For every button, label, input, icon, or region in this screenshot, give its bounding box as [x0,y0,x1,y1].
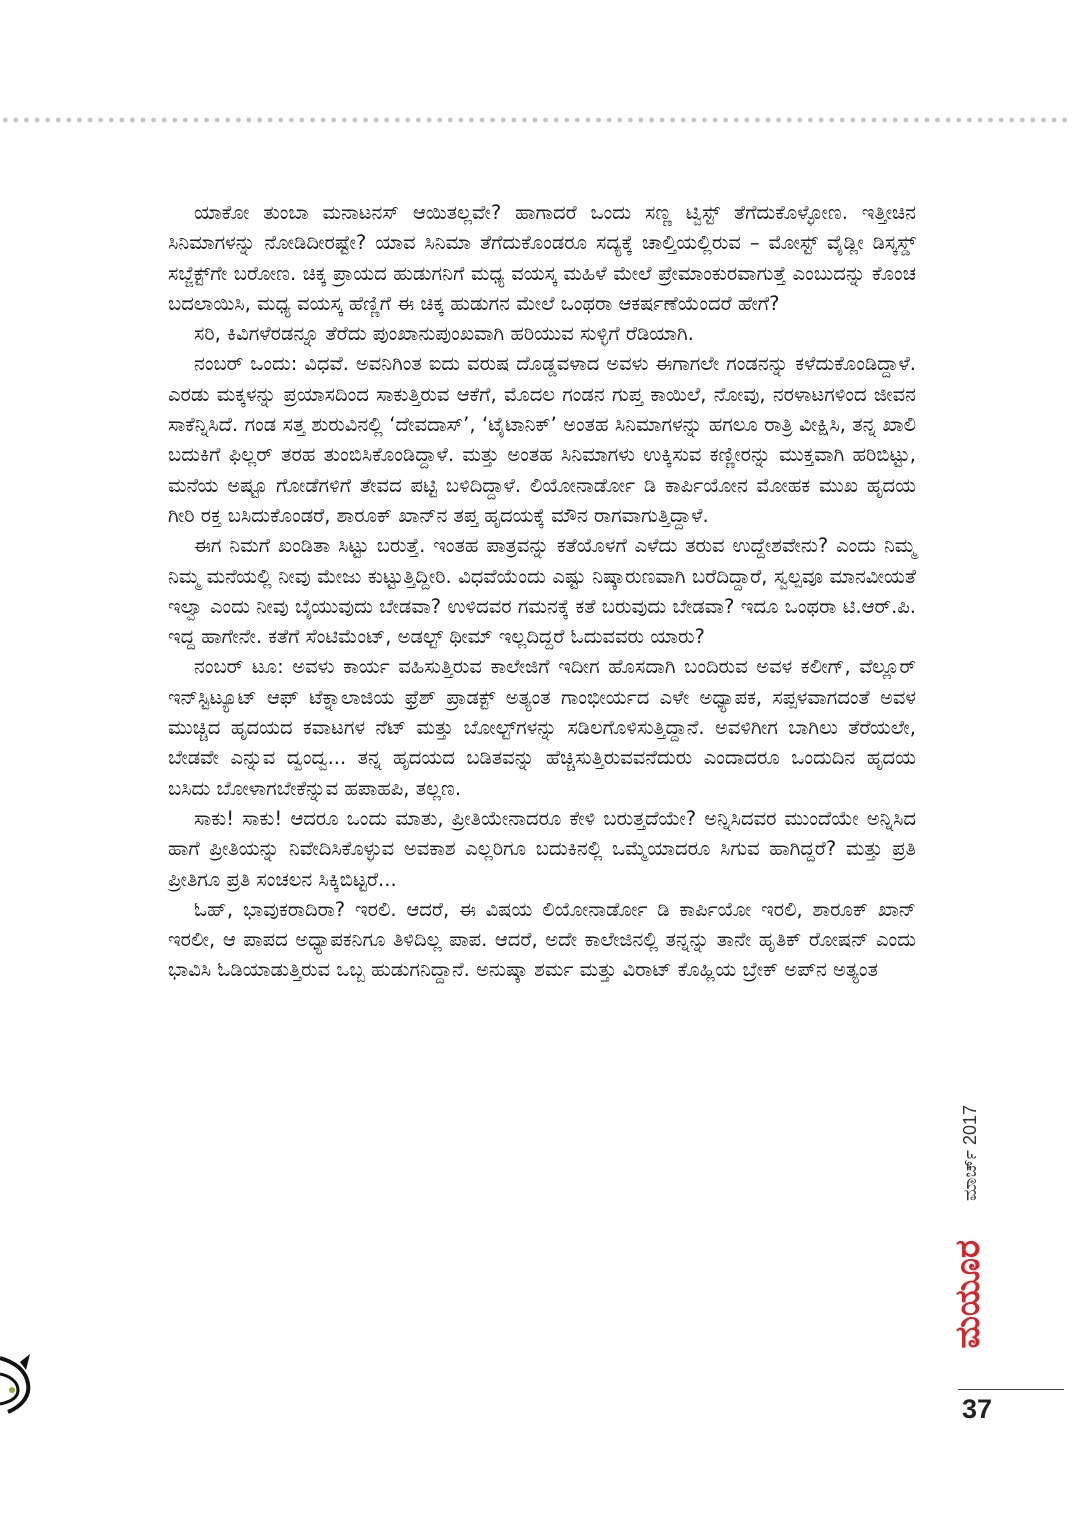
paragraph: ಸರಿ, ಕಿವಿಗಳೆರಡನ್ನೂ ತೆರೆದು ಪುಂಖಾನುಪುಂಖವಾಗಿ ಹರಿಯುವ ಸುಳ್ಳಿಗೆ ರೆಡಿಯಾಗಿ. [194,322,694,346]
paragraph: ಓಹ್, ಭಾವುಕರಾದಿರಾ? ಇರಲಿ. ಆದರೆ, ಈ ವಿಷಯ ಲಿಯೋನಾರ್ಡೋ ಡಿ ಕಾರ್ಪಿಯೋ ಇರಲಿ, ಶಾರೂಕ್ ಖಾನ್ ಇರಲೀ, ಆ ಪಾಪದ ಅಧ್ಯಾಪಕನಿಗೂ ತಿಳಿದಿಲ್ಲ ಪಾಪ. ಆದರೆ, ಅದೇ ಕಾಲೇಜಿನಲ್ಲಿ ತನ್ನನ್ನು ತಾನೇ ಹೃತಿಕ್ ರೋಷನ್ ಎಂದು ಭಾವಿಸಿ ಓಡಿಯಾಡುತ್ತಿರುವ ಒಬ್ಬ ಹುಡುಗನಿದ್ದಾನೆ. ಅನುಷ್ಕಾ ಶರ್ಮ ಮತ್ತು ವಿರಾಟ್ ಕೊಹ್ಲಿಯ ಬ್ರೇಕ್ ಅಪ್‌ನ ಅತ್ಯಂತ [168,897,916,982]
decorative-illustration-fragment [0,1340,34,1420]
page-number-rule [958,1389,1064,1390]
paragraph: ಯಾಕೋ ತುಂಬಾ ಮನಾಟನಸ್ ಆಯಿತಲ್ಲವೇ? ಹಾಗಾದರೆ ಒಂದು ಸಣ್ಣ ಟ್ವಿಸ್ಟ್ ತೆಗೆದುಕೊಳ್ಳೋಣ. ಇತ್ತೀಚಿನ ಸಿನಿಮಾಗಳನ್ನು ನೋಡಿದೀರಷ್ಟೇ? ಯಾವ ಸಿನಿಮಾ ತೆಗೆದುಕೊಂಡರೂ ಸದ್ಯಕ್ಕೆ ಚಾಲ್ತಿಯಲ್ಲಿರುವ – ಮೋಸ್ಟ್ ವೈಡ್ಲೀ ಡಿಸ್ಕಸ್ಡ್ ಸಬ್ಜೆಕ್ಟ್‌ಗೇ ಬರೋಣ. ಚಿಕ್ಕ ಪ್ರಾಯದ ಹುಡುಗನಿಗೆ ಮಧ್ಯ ವಯಸ್ಕ ಮಹಿಳೆ ಮೇಲೆ ಪ್ರೇಮಾಂಕುರವಾಗುತ್ತೆ ಎಂಬುದನ್ನು ಕೊಂಚ ಬದಲಾಯಿಸಿ, ಮಧ್ಯ ವಯಸ್ಕ ಹೆಣ್ಣಿಗೆ ಈ ಚಿಕ್ಕ ಹುಡುಗನ ಮೇಲೆ ಒಂಥರಾ ಆಕರ್ಷಣೆಯೆಂದರೆ ಹೇಗೆ? [168,201,916,315]
article-body [168,198,916,986]
page-number: 37 [962,1394,993,1424]
paragraph: ಸಾಕು! ಸಾಕು! ಆದರೂ ಒಂದು ಮಾತು, ಪ್ರೀತಿಯೇನಾದರೂ ಕೇಳಿ ಬರುತ್ತದೆಯೇ? ಅನ್ನಿಸಿದವರ ಮುಂದೆಯೇ ಅನ್ನಿಸಿದ ಹಾಗೆ ಪ್ರೀತಿಯನ್ನು ನಿವೇದಿಸಿಕೊಳ್ಳುವ ಅವಕಾಶ ಎಲ್ಲರಿಗೂ ಬದುಕಿನಲ್ಲಿ ಒಮ್ಮೆಯಾದರೂ ಸಿಗುವ ಹಾಗಿದ್ದರೆ? ಮತ್ತು ಪ್ರತಿ ಪ್ರೀತಿಗೂ ಪ್ರತಿ ಸಂಚಲನ ಸಿಕ್ಕಿಬಿಟ್ಟರೆ... [168,806,916,891]
paragraph: ನಂಬರ್ ಟೂ: ಅವಳು ಕಾರ್ಯ ವಹಿಸುತ್ತಿರುವ ಕಾಲೇಜಿಗೆ ಇದೀಗ ಹೊಸದಾಗಿ ಬಂದಿರುವ ಅವಳ ಕಲೀಗ್, ವೆಲ್ಲೂರ್ ಇನ್‌ಸ್ಟಿಟ್ಯೂಟ್ ಆಫ್ ಟೆಕ್ನಾಲಾಜಿಯ ಫ್ರೆಶ್ ಪ್ರಾಡಕ್ಟ್ ಅತ್ಯಂತ ಗಾಂಭೀರ್ಯದ ಎಳೇ ಅಧ್ಯಾಪಕ, ಸಪ್ಪಳವಾಗದಂತೆ ಅವಳ ಮುಚ್ಚಿದ ಹೃದಯದ ಕವಾಟಗಳ ನೆಟ್ ಮತ್ತು ಬೋಲ್ಟ್‌ಗಳನ್ನು ಸಡಿಲಗೊಳಿಸುತ್ತಿದ್ದಾನೆ. ಅವಳಿಗೀಗ ಬಾಗಿಲು ತೆರೆಯಲೇ, ಬೇಡವೇ ಎನ್ನುವ ದ್ವಂದ್ವ... ತನ್ನ ಹೃದಯದ ಬಡಿತವನ್ನು ಹೆಚ್ಚಿಸುತ್ತಿರುವವನೆದುರು ಎಂದಾದರೂ ಒಂದುದಿನ ಹೃದಯ ಬಸಿದು ಬೋಳಾಗಬೇಕೆನ್ನುವ ಹಪಾಹಪಿ, ತಲ್ಲಣ. [168,655,916,800]
magazine-logo: ಮಯೂರ [948,1240,988,1349]
paragraph: ನಂಬರ್ ಒಂದು: ವಿಧವೆ. ಅವನಿಗಿಂತ ಐದು ವರುಷ ದೊಡ್ಡವಳಾದ ಅವಳು ಈಗಾಗಲೇ ಗಂಡನನ್ನು ಕಳೆದುಕೊಂಡಿದ್ದಾಳೆ. ಎರಡು ಮಕ್ಕಳನ್ನು ಪ್ರಯಾಸದಿಂದ ಸಾಕುತ್ತಿರುವ ಆಕೆಗೆ, ಮೊದಲ ಗಂಡನ ಗುಪ್ತ ಕಾಯಿಲೆ, ನೋವು, ನರಳಾಟಗಳಿಂದ ಜೀವನ ಸಾಕೆನ್ನಿಸಿದೆ. ಗಂಡ ಸತ್ತ ಶುರುವಿನಲ್ಲಿ ‘ದೇವದಾಸ್’, ‘ಟೈಟಾನಿಕ್’ ಅಂತಹ ಸಿನಿಮಾಗಳನ್ನು ಹಗಲೂ ರಾತ್ರಿ ವೀಕ್ಷಿಸಿ, ತನ್ನ ಖಾಲಿ ಬದುಕಿಗೆ ಫಿಲ್ಲರ್ ತರಹ ತುಂಬಿಸಿಕೊಂಡಿದ್ದಾಳೆ. ಮತ್ತು ಅಂತಹ ಸಿನಿಮಾಗಳು ಉಕ್ಕಿಸುವ ಕಣ್ಣೀರನ್ನು ಮುಕ್ತವಾಗಿ ಹರಿಬಿಟ್ಟು, ಮನೆಯ ಅಷ್ಟೂ ಗೋಡೆಗಳಿಗೆ ತೇವದ ಪಟ್ಟಿ ಬಳಿದಿದ್ದಾಳೆ. ಲಿಯೋನಾರ್ಡೋ ಡಿ ಕಾರ್ಪಿಯೋನ ಮೋಹಕ ಮುಖ ಹೃದಯ ಗೀರಿ ರಕ್ತ ಬಸಿದುಕೊಂಡರೆ, ಶಾರೂಕ್ ಖಾನ್‌ನ ತಪ್ತ ಹೃದಯಕ್ಕೆ ಮೌನ ರಾಗವಾಗುತ್ತಿದ್ದಾಳೆ. [168,352,916,527]
paragraph: ಈಗ ನಿಮಗೆ ಖಂಡಿತಾ ಸಿಟ್ಟು ಬರುತ್ತೆ. ಇಂತಹ ಪಾತ್ರವನ್ನು ಕತೆಯೊಳಗೆ ಎಳೆದು ತರುವ ಉದ್ದೇಶವೇನು? ಎಂದು ನಿಮ್ಮ ನಿಮ್ಮ ಮನೆಯಲ್ಲಿ ನೀವು ಮೇಜು ಕುಟ್ಟುತ್ತಿದ್ದೀರಿ. ವಿಧವೆಯೆಂದು ಎಷ್ಟು ನಿಷ್ಕಾರುಣವಾಗಿ ಬರೆದಿದ್ದಾರೆ, ಸ್ವಲ್ಪವೂ ಮಾನವೀಯತೆ ಇಲ್ವಾ ಎಂದು ನೀವು ಬೈಯುವುದು ಬೇಡವಾ? ಉಳಿದವರ ಗಮನಕ್ಕೆ ಕತೆ ಬರುವುದು ಬೇಡವಾ? ಇದೂ ಒಂಥರಾ ಟಿ.ಆರ್.ಪಿ. ಇದ್ದ ಹಾಗೇನೇ. ಕತೆಗೆ ಸೆಂಟಿಮೆಂಟ್, ಅಡಲ್ಟ್ ಥೀಮ್ ಇಲ್ಲದಿದ್ದರೆ ಓದುವವರು ಯಾರು? [168,534,916,649]
issue-date: ಮಾರ್ಚ್ 2017 [960,1105,980,1201]
dotted-header-rule [0,116,1072,124]
